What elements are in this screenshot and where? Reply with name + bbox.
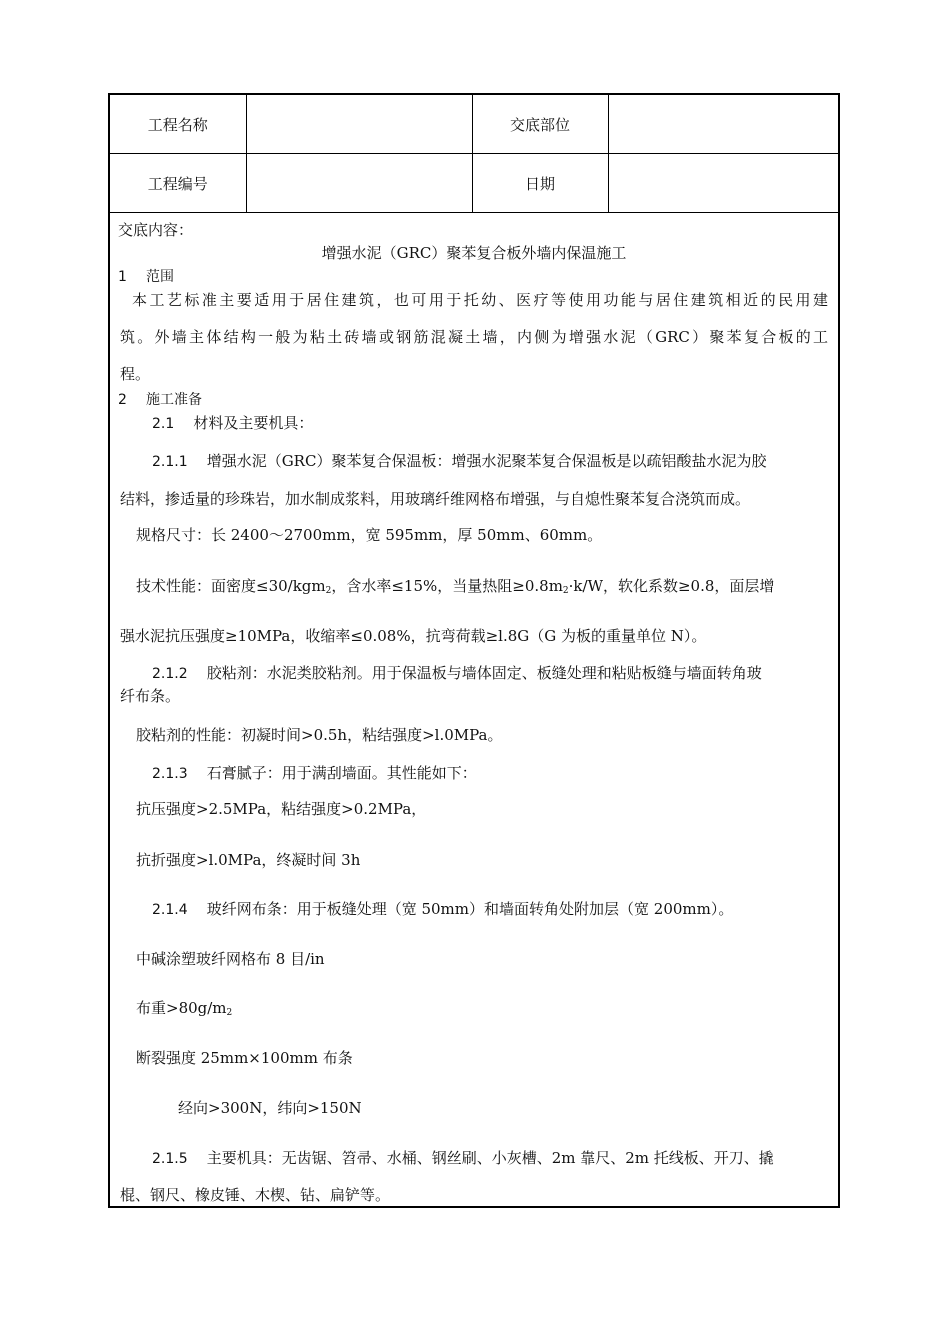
- section-2-heading: [118, 389, 830, 410]
- mesh-line-2: [136, 998, 830, 1023]
- section-2-1-4-text: 玻纤网布条：用于板缝处理（宽 50mm）和墙面转角处附加层（宽 200mm）。: [206, 900, 734, 918]
- location-value: [608, 95, 838, 154]
- header-table: [110, 95, 838, 213]
- project-no-label: 工程编号: [110, 154, 246, 213]
- tech-part-c: ·k/W，软化系数≥0.8，面层增: [568, 577, 775, 595]
- section-1-para-line-3: 程。: [120, 365, 151, 383]
- glue-performance: 胶粘剂的性能：初凝时间>0.5h，粘结强度>l.0MPa。: [136, 726, 503, 744]
- mesh-weight-subscript: 2: [226, 1008, 233, 1018]
- section-2-1-3-text: 石膏腻子：用于满刮墙面。其性能如下：: [206, 764, 477, 782]
- section-2-1-1-line-1: [152, 451, 830, 472]
- section-2-1-heading: [152, 413, 830, 434]
- section-2-1-number: 2.1: [152, 416, 175, 432]
- section-2-1-4-line-1: [152, 899, 830, 920]
- section-2-1-2-number: 2.1.2: [152, 666, 188, 682]
- section-2-1-5-text: 主要机具：无齿锯、笤帚、水桶、钢丝刷、小灰槽、2m 靠尺、2m 托线板、开刀、撬: [206, 1149, 774, 1167]
- project-no-value: [246, 154, 472, 213]
- document-title: 增强水泥（GRC）聚苯复合板外墙内保温施工: [321, 244, 627, 262]
- tech-line-1: [136, 576, 830, 601]
- tech-part-a: 技术性能：面密度≤30/kgm: [136, 577, 326, 595]
- mesh-line-1: 中碱涂塑玻纤网格布 8 目/in: [136, 950, 325, 968]
- tech-subscript-1: 2: [325, 586, 332, 596]
- section-2-1-5-number: 2.1.5: [152, 1151, 188, 1167]
- section-2-1-1-text: 增强水泥（GRC）聚苯复合保温板：增强水泥聚苯复合保温板是以疏铝酸盐水泥为胶: [206, 452, 767, 470]
- putty-line-2: 抗折强度>l.0MPa，终凝时间 3h: [136, 851, 361, 869]
- tech-subscript-2: 2: [562, 586, 569, 596]
- mesh-line-4: 经向>300N，纬向>150N: [178, 1099, 362, 1117]
- putty-line-1: 抗压强度>2.5MPa，粘结强度>0.2MPa，: [136, 800, 427, 818]
- project-name-label: 工程名称: [110, 95, 246, 154]
- section-1-para-line-1: 本工艺标准主要适用于居住建筑，也可用于托幼、医疗等使用功能与居住建筑相近的民用建: [132, 291, 828, 309]
- section-2-1-title: 材料及主要机具：: [193, 414, 314, 432]
- tech-line-2: 强水泥抗压强度≥10MPa，收缩率≤0.08%，抗弯荷载≥l.8G（G 为板的重量单位 N）。: [120, 627, 707, 645]
- project-name-value: [246, 95, 472, 154]
- spec-line: 规格尺寸：长 2400～2700mm，宽 595mm，厚 50mm、60mm。: [136, 526, 603, 544]
- section-2-1-4-number: 2.1.4: [152, 902, 188, 918]
- section-2-1-3-line-1: [152, 763, 830, 784]
- section-2-number: 2: [118, 392, 127, 408]
- section-1-heading: [118, 266, 830, 287]
- section-2-1-2-line-2: 纤布条。: [120, 687, 181, 705]
- date-label: 日期: [472, 154, 608, 213]
- section-2-1-2-line-1: [152, 663, 830, 684]
- content-area: [110, 214, 838, 1206]
- section-1-title: 范围: [146, 269, 174, 285]
- location-label: 交底部位: [472, 95, 608, 154]
- section-2-title: 施工准备: [146, 392, 202, 408]
- section-2-1-5-line-2: 棍、钢尺、橡皮锤、木楔、钻、扁铲等。: [120, 1186, 391, 1204]
- disclosure-form: [108, 93, 840, 1208]
- section-2-1-2-text: 胶粘剂：水泥类胶粘剂。用于保温板与墙体固定、板缝处理和粘贴板缝与墙面转角玻: [206, 664, 762, 682]
- section-1-number: 1: [118, 269, 127, 285]
- section-2-1-1-number: 2.1.1: [152, 454, 188, 470]
- mesh-line-3: 断裂强度 25mm×100mm 布条: [136, 1049, 353, 1067]
- mesh-weight: 布重>80g/m: [136, 999, 227, 1017]
- section-2-1-1-line-2: 结料，掺适量的珍珠岩，加水制成浆料，用玻璃纤维网格布增强，与自熄性聚苯复合浇筑而成。: [120, 490, 751, 508]
- date-value: [608, 154, 838, 213]
- section-2-1-3-number: 2.1.3: [152, 766, 188, 782]
- section-1-para-line-2: 筑。外墙主体结构一般为粘土砖墙或钢筋混凝土墙，内侧为增强水泥（GRC）聚苯复合板的工: [120, 328, 828, 346]
- tech-part-b: ，含水率≤15%，当量热阻≥0.8m: [331, 577, 563, 595]
- section-2-1-5-line-1: [152, 1148, 830, 1169]
- intro-label: 交底内容：: [118, 221, 194, 239]
